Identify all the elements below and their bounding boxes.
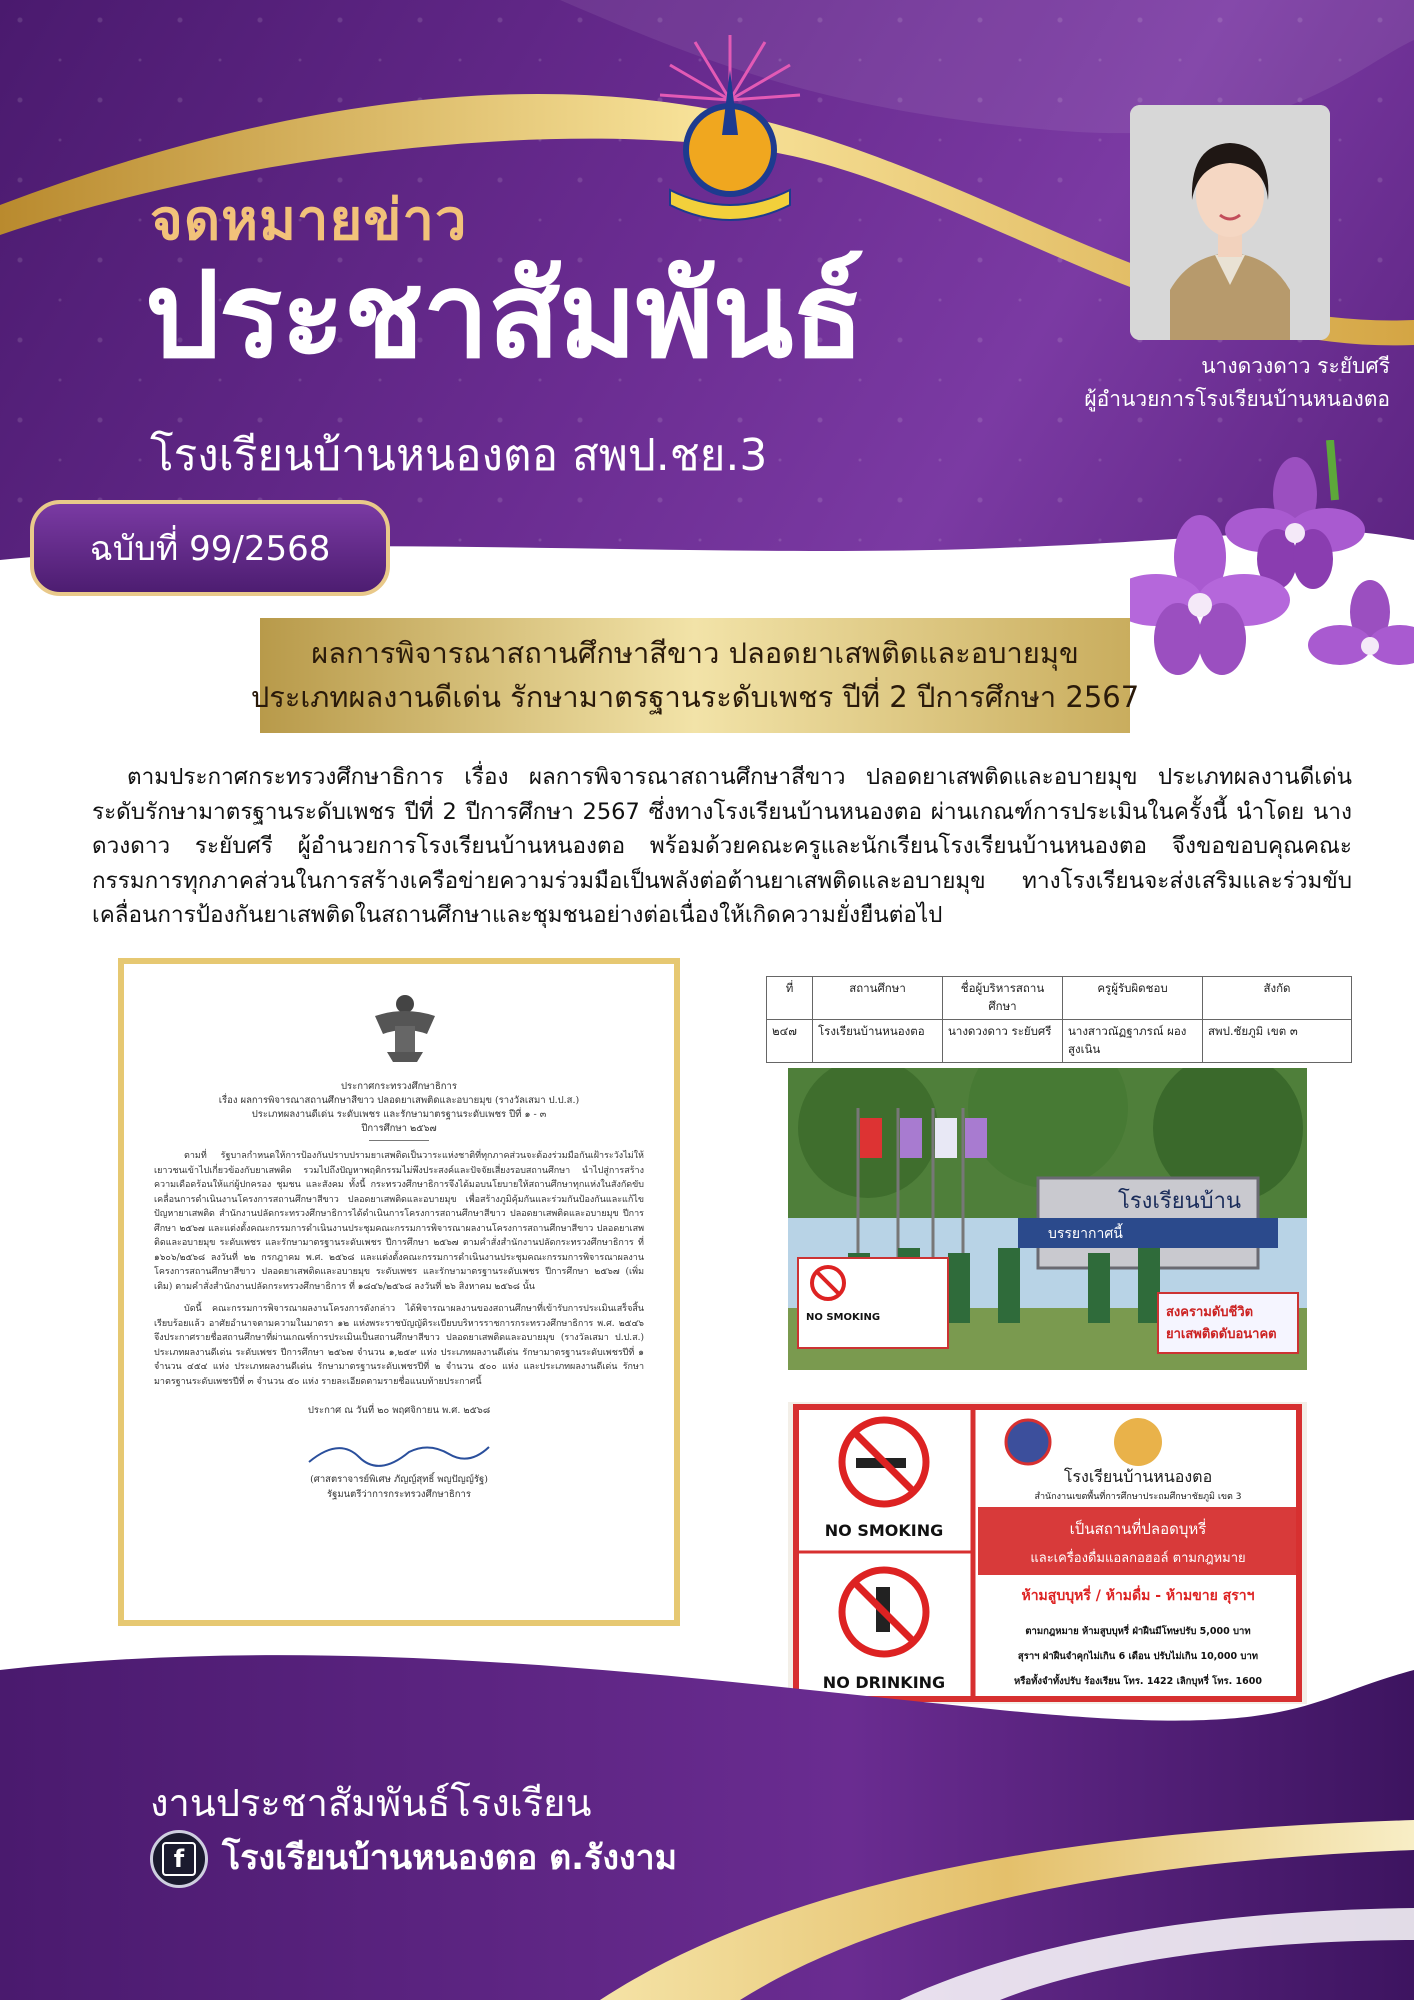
table-row xyxy=(767,1020,1352,1063)
sign-smoke-free: เป็นสถานที่ปลอดบุหรี่ xyxy=(1069,1520,1207,1538)
sign-no-smoking: NO SMOKING xyxy=(824,1521,944,1540)
doc-date: ประกาศ ณ วันที่ ๒๐ พฤศจิกายน พ.ศ. ๒๕๖๘ xyxy=(307,1405,491,1416)
photo1-gate-text: บรรยากาศนี้ xyxy=(1048,1226,1123,1242)
table-header: ชื่อผู้บริหารสถานศึกษา xyxy=(943,977,1063,1020)
table-cell: นางสาวณัฏฐาภรณ์ ผองสูงเนิน xyxy=(1063,1020,1203,1063)
facebook-page-link[interactable]: โรงเรียนบ้านหนองตอ ต.รังงาม xyxy=(222,1838,678,1878)
director-position: ผู้อำนวยการโรงเรียนบ้านหนองตอ xyxy=(1084,387,1390,411)
sign-alcohol-law: และเครื่องดื่มแอลกอฮอล์ ตามกฎหมาย xyxy=(1030,1551,1246,1566)
issue-number: ฉบับที่ 99/2568 xyxy=(89,529,331,569)
sign-law-1: ตามกฎหมาย ห้ามสูบบุหรี่ ฝ่าฝืนมีโทษปรับ 5,000 บาท xyxy=(1025,1626,1251,1637)
table-header: ครูผู้รับผิดชอบ xyxy=(1063,977,1203,1020)
issue-badge xyxy=(30,500,390,596)
table-cell: นางดวงดาว ระยับศรี xyxy=(943,1020,1063,1063)
school-subtitle: โรงเรียนบ้านหนองตอ สพป.ชย.3 xyxy=(150,430,768,481)
page-title: ประชาสัมพันธ์ xyxy=(145,246,864,384)
signature xyxy=(299,1432,499,1472)
table-header-row xyxy=(767,977,1352,1020)
photo1-banner-line2: ยาเสพติดดับอนาคต xyxy=(1166,1327,1277,1342)
doc-heading-3: ประเภทผลงานดีเด่น ระดับเพชร และรักษามาตรฐานระดับเพชร ปีที่ ๑ - ๓ xyxy=(251,1109,547,1120)
table-cell: สพป.ชัยภูมิ เขต ๓ xyxy=(1203,1020,1352,1063)
facebook-icon[interactable] xyxy=(150,1830,208,1888)
sign-no-drinking: NO DRINKING xyxy=(822,1673,946,1692)
doc-paragraph-1: ตามที่ รัฐบาลกำหนดให้การป้องกันปราบปรามยาเสพติดเป็นวาระแห่งชาติที่ทุกภาคส่วนจะต้องร่วมมือกันเฝ้าระวังไม่ให้เยาวชนเข้าไปเกี่ยวข้องกับยาเสพติด รวมไปถึงปัญหาพฤติกรรมไม่พึงประสงค์และปัจจัยเสี่ยงรอบสถานศึกษา นำไปสู่การสร้างความเดือดร้อนให้แก่ผู้ปกครอง ชุมชน และสังคม ทั้งนี้ กระทรวงศึกษาธิการจึงได้มอบนโยบายให้สถานศึกษาทุกแห่งในสังกัดขับเคลื่อนการดำเนินงานโครงการสถานศึกษาสีขาว ปลอดยาเสพติดและอบายมุข เพื่อสร้างภูมิคุ้มกันและร่วมกันป้องกันและแก้ไขปัญหายาเสพติด สำนักงานปลัดกระทรวงศึกษาธิการได้ดำเนินการโครงการสถานศึกษาสีขาว ปลอดยาเสพติดและอบายมุข ปีการศึกษา ๒๕๖๗ และแต่งตั้งคณะกรรมการดำเนินงานประชุมคณะกรรมการพิจารณาผลงานโครงการสถานศึกษาสีขาว ปลอดยาเสพติดและอบายมุข ระดับเพชร และรักษามาตรฐานระดับเพชร ปีการศึกษา ๒๕๖๗ ตามคำสั่งสำนักงานปลัดกระทรวงศึกษาธิการ ที่ ๑๖๐๖/๒๕๖๘ ลงวันที่ ๒๒ กรกฎาคม พ.ศ. ๒๕๖๘ และแต่งตั้งคณะกรรมการดำเนินงานประชุมคณะกรรมการพิจารณาผลงานโครงการสถานศึกษาสีขาว ปลอดยาเสพติดและอบายมุข ระดับเพชร และรักษามาตรฐานระดับเพชร ปีการศึกษา ๒๕๖๗ (เพิ่มเติม) ตามคำสั่งสำนักงานปลัดกระทรวงศึกษาธิการ ที่ ๑๘๔๖/๒๕๖๘ ลงวันที่ ๒๖ สิงหาคม ๒๕๖๘ นั้น xyxy=(154,1151,644,1292)
announcement-document xyxy=(118,958,680,1626)
headline-banner xyxy=(250,618,1140,733)
photo1-banner-line1: สงครามดับชีวิต xyxy=(1166,1305,1254,1320)
director-name: นางดวงดาว ระยับศรี xyxy=(1201,354,1390,378)
school-info-table xyxy=(766,976,1352,1063)
doc-signer-position: รัฐมนตรีว่าการกระทรวงศึกษาธิการ xyxy=(327,1489,471,1500)
facebook-glyph: f xyxy=(162,1842,196,1876)
doc-heading-2: เรื่อง ผลการพิจารณาสถานศึกษาสีขาว ปลอดยาเสพติดและอบายมุข (รางวัลเสมา ป.ป.ส.) xyxy=(218,1095,580,1106)
photo1-nosmoking-text: NO SMOKING xyxy=(806,1312,881,1323)
table-header: สถานศึกษา xyxy=(813,977,943,1020)
school-logo xyxy=(640,30,820,230)
sign-school-name: โรงเรียนบ้านหนองตอ xyxy=(1063,1467,1213,1486)
news-body: ตามประกาศกระทรวงศึกษาธิการ เรื่อง ผลการพิจารณาสถานศึกษาสีขาว ปลอดยาเสพติดและอบายมุข ประเภทผลงานดีเด่น ระดับรักษามาตรฐานระดับเพชร ปีที่ 2 ปีการศึกษา 2567 ซึ่งทางโรงเรียนบ้านหนองตอ ผ่านเกณฑ์การประเมินในครั้งนี้ นำโดย นางดวงดาว ระยับศรี ผู้อำนวยการโรงเรียนบ้านหนองตอ พร้อมด้วยคณะครูและนักเรียนโรงเรียนบ้านหนองตอ จึงขอขอบคุณคณะกรรมการทุกภาคส่วนในการสร้างเครือข่ายความร่วมมือเป็นพลังต่อต้านยาเสพติดและอบายมุข ทางโรงเรียนจะส่งเสริมและร่วมขับเคลื่อนการป้องกันยาเสพติดในสถานศึกษาและชุมชนอย่างต่อเนื่องให้เกิดความยั่งยืนต่อไป xyxy=(92,764,1352,928)
doc-paragraph-2: บัดนี้ คณะกรรมการพิจารณาผลงานโครงการดังกล่าว ได้พิจารณาผลงานของสถานศึกษาที่เข้ารับการประเมินเสร็จสิ้นเรียบร้อยแล้ว อาศัยอำนาจตามความในมาตรา ๑๒ แห่งพระราชบัญญัติระเบียบบริหารราชการกระทรวงศึกษาธิการ พ.ศ. ๒๕๔๖ จึงประกาศรายชื่อสถานศึกษาที่ผ่านเกณฑ์การประเมินเป็นสถานศึกษาสีขาว ปลอดยาเสพติดและอบายมุข (รางวัลเสมา ป.ป.ส.) ประเภทผลงานดีเด่น ระดับเพชร ปีการศึกษา ๒๕๖๗ จำนวน ๑,๒๕๙ แห่ง ประเภทผลงานดีเด่น รักษามาตรฐานระดับเพชรปีที่ ๑ จำนวน ๔๕๔ แห่ง ประเภทผลงานดีเด่น รักษามาตรฐานระดับเพชรปีที่ ๒ จำนวน ๕๐๐ แห่ง และประเภทผลงานดีเด่น รักษามาตรฐานระดับเพชรปีที่ ๓ จำนวน ๕๐ แห่ง รายละเอียดตามรายชื่อแนบท้ายประกาศนี้ xyxy=(154,1304,644,1387)
school-gate-photo xyxy=(788,1068,1307,1370)
garuda-emblem xyxy=(365,986,445,1066)
doc-signer: (ศาสตราจารย์พิเศษ ภัญญ์สุทธิ์ พญปัญญ์รัฐ) xyxy=(310,1474,488,1485)
table-cell: ๒๔๗ xyxy=(767,1020,813,1063)
headline-line2: ประเภทผลงานดีเด่น รักษามาตรฐานระดับเพชร ปีที่ 2 ปีการศึกษา 2567 xyxy=(250,679,1140,714)
sign-office: สำนักงานเขตพื้นที่การศึกษาประถมศึกษาชัยภูมิ เขต 3 xyxy=(1034,1492,1242,1502)
doc-heading-1: ประกาศกระทรวงศึกษาธิการ xyxy=(340,1081,457,1092)
footer-title: งานประชาสัมพันธ์โรงเรียน xyxy=(150,1781,592,1825)
doc-heading-4: ปีการศึกษา ๒๕๖๗ xyxy=(361,1123,437,1134)
photo1-sign-text: โรงเรียนบ้าน xyxy=(1118,1189,1241,1214)
sign-law-2: สุราฯ ฝ่าฝืนจำคุกไม่เกิน 6 เดือน ปรับไม่เกิน 10,000 บาท xyxy=(1017,1651,1259,1662)
orchid-flower xyxy=(1130,440,1414,720)
table-header: ที่ xyxy=(767,977,813,1020)
table-header: สังกัด xyxy=(1203,977,1352,1020)
director-photo xyxy=(1130,105,1330,340)
sign-law-3: หรือทั้งจำทั้งปรับ ร้องเรียน โทร. 1422 เลิกบุหรี่ โทร. 1600 xyxy=(1014,1676,1262,1687)
table-cell: โรงเรียนบ้านหนองตอ xyxy=(813,1020,943,1063)
doc-rule xyxy=(369,1140,429,1141)
newsletter-label: จดหมายข่าว xyxy=(150,188,468,253)
sign-ban: ห้ามสูบบุหรี่ / ห้ามดื่ม - ห้ามขาย สุราฯ xyxy=(1021,1588,1255,1604)
headline-line1: ผลการพิจารณาสถานศึกษาสีขาว ปลอดยาเสพติดและอบายมุข xyxy=(311,636,1079,670)
